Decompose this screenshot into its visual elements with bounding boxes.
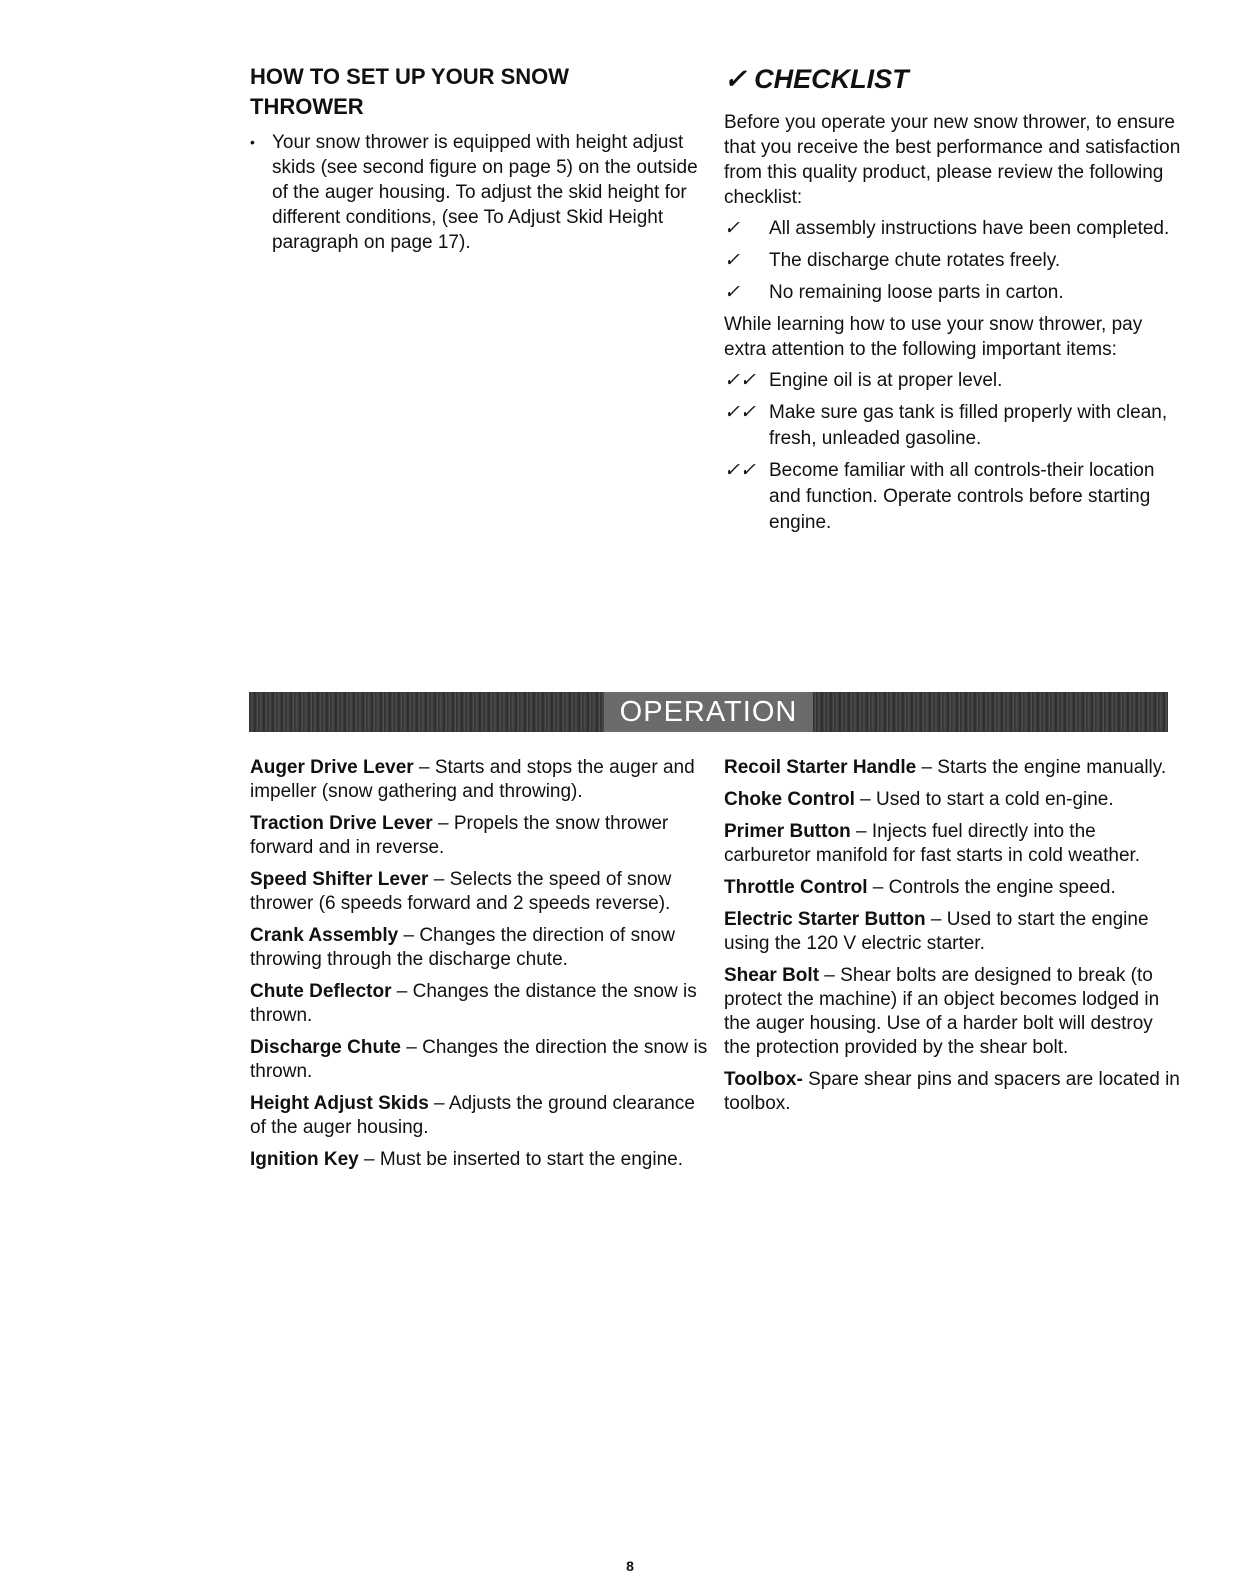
check-icon: ✓ <box>724 250 740 271</box>
definition-desc: Must be inserted to start the engine. <box>379 1149 683 1170</box>
definition-term: Primer Button <box>724 821 851 842</box>
definition-term: Chute Deflector <box>250 981 392 1002</box>
definition-desc: Changes the direction of snow throwing through the discharge chute. <box>250 925 675 970</box>
definition-term: Height Adjust Skids <box>250 1093 429 1114</box>
checklist-item <box>724 216 1184 242</box>
definition-item <box>250 1092 710 1140</box>
definition-separator: – <box>916 757 938 778</box>
important-item <box>724 400 1184 452</box>
definition-desc: Propels the snow thrower forward and in reverse. <box>250 813 669 858</box>
definition-item <box>724 1068 1184 1116</box>
setup-heading-line2: THROWER <box>250 94 364 119</box>
definition-separator: – <box>391 981 413 1002</box>
definition-separator: – <box>819 965 841 986</box>
definition-separator: – <box>413 757 435 778</box>
definition-term: Electric Starter Button <box>724 909 926 930</box>
definition-separator: – <box>400 1037 423 1058</box>
bullet-icon: • <box>250 134 255 150</box>
definition-separator: – <box>854 789 877 810</box>
double-check-icon: ✓✓ <box>724 402 756 423</box>
important-item-text: Make sure gas tank is filled properly with clean, fresh, unleaded gasoline. <box>769 402 1168 449</box>
double-check-icon: ✓✓ <box>724 370 756 391</box>
checklist-section <box>724 62 1184 542</box>
definition-desc: Starts and stops the auger and impeller (snow gathering and throwing). <box>250 757 695 802</box>
definition-separator: – <box>867 877 889 898</box>
definition-item <box>250 868 710 916</box>
definition-item <box>724 820 1184 868</box>
checklist-heading: ✓ CHECKLIST <box>724 64 909 94</box>
definition-term: Choke Control <box>724 789 855 810</box>
definition-desc: Controls the engine speed. <box>888 877 1116 898</box>
checklist-item <box>724 280 1184 306</box>
definition-item <box>724 964 1184 1060</box>
setup-heading-line1: HOW TO SET UP YOUR SNOW <box>250 64 570 89</box>
important-item-text: Become familiar with all controls-their location and function. Operate controls before starting engine. <box>769 460 1155 533</box>
definition-term: Toolbox- <box>724 1069 803 1090</box>
definition-desc: Changes the distance the snow is thrown. <box>250 981 697 1026</box>
important-item <box>724 368 1184 394</box>
definition-item <box>250 924 710 972</box>
checklist-middle: While learning how to use your snow thrower, pay extra attention to the following important items: <box>724 314 1143 360</box>
definition-desc: Starts the engine manually. <box>937 757 1167 778</box>
definition-item <box>724 876 1184 900</box>
definition-desc: Used to start a cold en-gine. <box>876 789 1114 810</box>
definition-desc: Changes the direction the snow is thrown. <box>250 1037 708 1082</box>
important-item <box>724 458 1184 536</box>
definition-term: Recoil Starter Handle <box>724 757 917 778</box>
definition-separator: – <box>398 925 420 946</box>
checklist-intro: Before you operate your new snow thrower, to ensure that you receive the best performance and satisfaction from this quality product, please review the following checklist: <box>724 112 1181 208</box>
definition-desc: Selects the speed of snow thrower (6 speeds forward and 2 speeds reverse). <box>250 869 672 914</box>
checklist-item-text: The discharge chute rotates freely. <box>769 250 1061 271</box>
definition-separator: – <box>428 1093 449 1114</box>
definition-item <box>250 1148 710 1172</box>
definition-term: Shear Bolt <box>724 965 820 986</box>
definition-desc: Injects fuel directly into the carburetor manifold for fast starts in cold weather. <box>724 821 1141 866</box>
definition-term: Ignition Key <box>250 1149 359 1170</box>
definition-separator: – <box>432 813 454 834</box>
definition-item <box>250 756 710 804</box>
definition-separator: – <box>428 869 450 890</box>
definition-item <box>724 788 1184 812</box>
definition-item <box>724 908 1184 956</box>
operation-heading: OPERATION <box>604 692 814 732</box>
checklist-item <box>724 248 1184 274</box>
setup-section <box>250 62 710 255</box>
definition-separator: – <box>850 821 872 842</box>
definition-separator: – <box>925 909 947 930</box>
important-item-text: Engine oil is at proper level. <box>769 370 1003 391</box>
setup-bullet-text: Your snow thrower is equipped with height adjust skids (see second figure on page 5) on the outside of the auger housing. To adjust the skid height for different conditions, (see To Adjust Skid Height paragraph on page 17). <box>272 132 698 253</box>
definition-term: Discharge Chute <box>250 1037 401 1058</box>
checklist-items <box>724 216 1184 306</box>
definition-term: Auger Drive Lever <box>250 757 414 778</box>
operation-banner <box>249 692 1168 732</box>
double-check-icon: ✓✓ <box>724 460 756 481</box>
setup-heading <box>250 62 710 122</box>
definition-desc: Adjusts the ground clearance of the auger housing. <box>250 1093 695 1138</box>
checklist-item-text: No remaining loose parts in carton. <box>769 282 1064 303</box>
definition-item <box>250 812 710 860</box>
definition-term: Traction Drive Lever <box>250 813 433 834</box>
checklist-item-text: All assembly instructions have been completed. <box>769 218 1170 239</box>
check-icon: ✓ <box>724 282 740 303</box>
definition-desc: Spare shear pins and spacers are located in toolbox. <box>724 1069 1180 1114</box>
definition-term: Crank Assembly <box>250 925 399 946</box>
check-icon: ✓ <box>724 218 740 239</box>
operation-right-column <box>724 756 1184 1124</box>
important-items <box>724 368 1184 536</box>
definition-item <box>724 756 1184 780</box>
setup-bullet <box>250 130 710 255</box>
operation-left-column <box>250 756 710 1180</box>
definition-term: Throttle Control <box>724 877 868 898</box>
definition-item <box>250 1036 710 1084</box>
definition-separator: – <box>358 1149 380 1170</box>
definition-desc: Shear bolts are designed to break (to protect the machine) if an object becomes lodged in the auger housing. Use of a harder bolt will destroy the protection provided by the shear bolt. <box>724 965 1160 1058</box>
page-number: 8 <box>626 1558 634 1574</box>
definition-desc: Used to start the engine using the 120 V electric starter. <box>724 909 1149 954</box>
definition-item <box>250 980 710 1028</box>
definition-term: Speed Shifter Lever <box>250 869 429 890</box>
